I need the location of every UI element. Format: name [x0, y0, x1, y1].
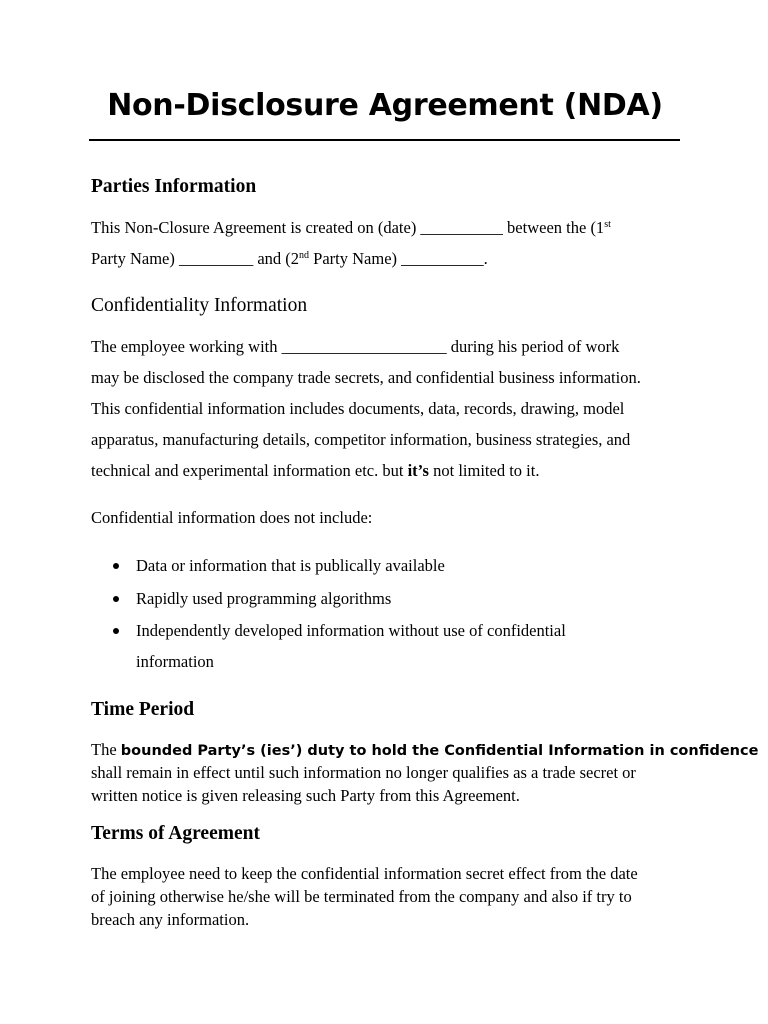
parties-line-2-text-a: Party Name) _________ and (2: [91, 249, 300, 268]
confidentiality-line-3: This confidential information includes documents, data, records, drawing, model: [91, 399, 625, 418]
parties-heading: Parties Information: [91, 176, 257, 197]
confidentiality-line-5-text-b: not limited to it.: [428, 461, 540, 480]
time-period-line-3: written notice is given releasing such Party from this Agreement.: [91, 786, 520, 805]
parties-line-1-text: This Non-Closure Agreement is created on (date) __________ between the (1: [91, 218, 605, 237]
confidentiality-line-1: The employee working with ____________________ during his period of work: [91, 337, 620, 356]
terms-line-1: The employee need to keep the confidential information secret effect from the date: [91, 864, 638, 883]
bullet-item-2: Rapidly used programming algorithms: [136, 589, 392, 608]
confidentiality-line-5: [91, 461, 539, 481]
bullet-dot-icon: [113, 563, 119, 569]
time-period-line-2: shall remain in effect until such information no longer qualifies as a trade secret or: [91, 763, 636, 782]
terms-line-3: breach any information.: [91, 910, 250, 929]
parties-line-2: [91, 249, 488, 269]
bullet-item-1: Data or information that is publically available: [136, 556, 445, 575]
title-underline: [89, 139, 680, 141]
time-period-line-1-text: The: [91, 740, 121, 759]
document-title: Non-Disclosure Agreement (NDA): [107, 88, 663, 123]
bullet-item-3: Independently developed information without use of confidential: [136, 621, 566, 640]
confidentiality-line-2: may be disclosed the company trade secrets, and confidential business information.: [91, 368, 641, 387]
parties-line-2-sup: nd: [299, 250, 310, 261]
parties-line-2-text-b: Party Name) __________.: [309, 249, 488, 268]
exclusions-intro: Confidential information does not include:: [91, 508, 373, 527]
confidentiality-line-5-bold: it’s: [407, 461, 429, 480]
time-period-line-1-bold: bounded Party’s (ies’) duty to hold the Confidential Information in confidence: [120, 743, 759, 759]
confidentiality-heading: Confidentiality Information: [91, 295, 308, 316]
bullet-dot-icon: [113, 628, 119, 634]
terms-heading: Terms of Agreement: [91, 823, 260, 844]
time-period-line-1: [91, 740, 758, 760]
time-period-heading: Time Period: [91, 699, 195, 720]
confidentiality-line-5-text-a: technical and experimental information etc. but: [91, 461, 408, 480]
bullet-dot-icon: [113, 596, 119, 602]
bullet-item-3-continued: information: [136, 652, 214, 671]
terms-line-2: of joining otherwise he/she will be terminated from the company and also if try to: [91, 887, 632, 906]
confidentiality-line-4: apparatus, manufacturing details, competitor information, business strategies, and: [91, 430, 631, 449]
parties-line-1: [91, 218, 611, 238]
parties-line-1-sup: st: [604, 219, 611, 230]
